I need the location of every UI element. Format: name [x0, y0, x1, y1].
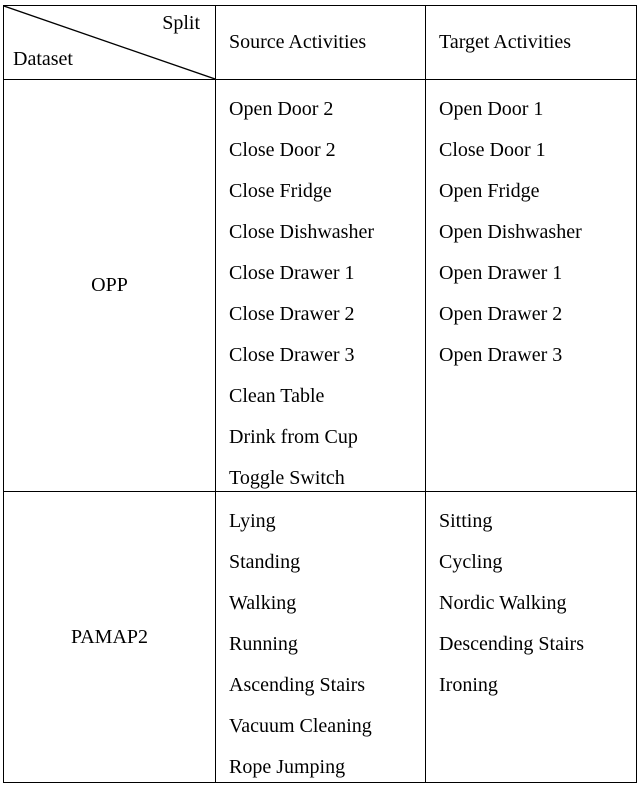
activity-item: Close Door 1 — [439, 139, 546, 161]
activity-item: Rope Jumping — [229, 756, 346, 778]
activity-item: Close Dishwasher — [229, 221, 374, 243]
activity-item: Nordic Walking — [439, 592, 567, 614]
activity-item: Running — [229, 633, 298, 655]
dataset-cell-pamap2: PAMAP2 — [4, 492, 216, 782]
activity-item: Open Drawer 1 — [439, 262, 563, 284]
opp-target-activities-list — [426, 80, 636, 492]
activity-item: Close Fridge — [229, 180, 332, 202]
activity-item: Vacuum Cleaning — [229, 715, 372, 737]
activity-item: Open Drawer 3 — [439, 344, 563, 366]
activity-item: Close Drawer 1 — [229, 262, 355, 284]
header-source-activities: Source Activities — [216, 6, 426, 80]
activity-item: Ironing — [439, 674, 498, 696]
activities-table — [3, 5, 637, 783]
activity-item: Open Door 1 — [439, 98, 544, 120]
pamap2-source-activities-list — [216, 492, 426, 782]
activity-item: Close Drawer 2 — [229, 303, 355, 325]
header-dataset-label: Dataset — [13, 48, 73, 70]
activity-item: Open Fridge — [439, 180, 540, 202]
activity-item: Descending Stairs — [439, 633, 584, 655]
activity-item: Close Door 2 — [229, 139, 336, 161]
activity-item: Lying — [229, 510, 276, 532]
header-split-dataset-cell — [4, 6, 216, 80]
activity-item: Open Drawer 2 — [439, 303, 563, 325]
activity-item: Close Drawer 3 — [229, 344, 355, 366]
activity-item: Open Dishwasher — [439, 221, 582, 243]
activity-item: Clean Table — [229, 385, 325, 407]
opp-source-activities-list — [216, 80, 426, 492]
header-target-activities: Target Activities — [426, 6, 636, 80]
activity-item: Standing — [229, 551, 301, 573]
header-split-label: Split — [162, 12, 200, 34]
pamap2-target-activities-list — [426, 492, 636, 782]
dataset-cell-opp: OPP — [4, 80, 216, 492]
activity-item: Walking — [229, 592, 297, 614]
activity-item: Toggle Switch — [229, 467, 345, 489]
activity-item: Open Door 2 — [229, 98, 334, 120]
activity-item: Sitting — [439, 510, 493, 532]
activity-item: Ascending Stairs — [229, 674, 366, 696]
activity-item: Drink from Cup — [229, 426, 358, 448]
activity-item: Cycling — [439, 551, 503, 573]
